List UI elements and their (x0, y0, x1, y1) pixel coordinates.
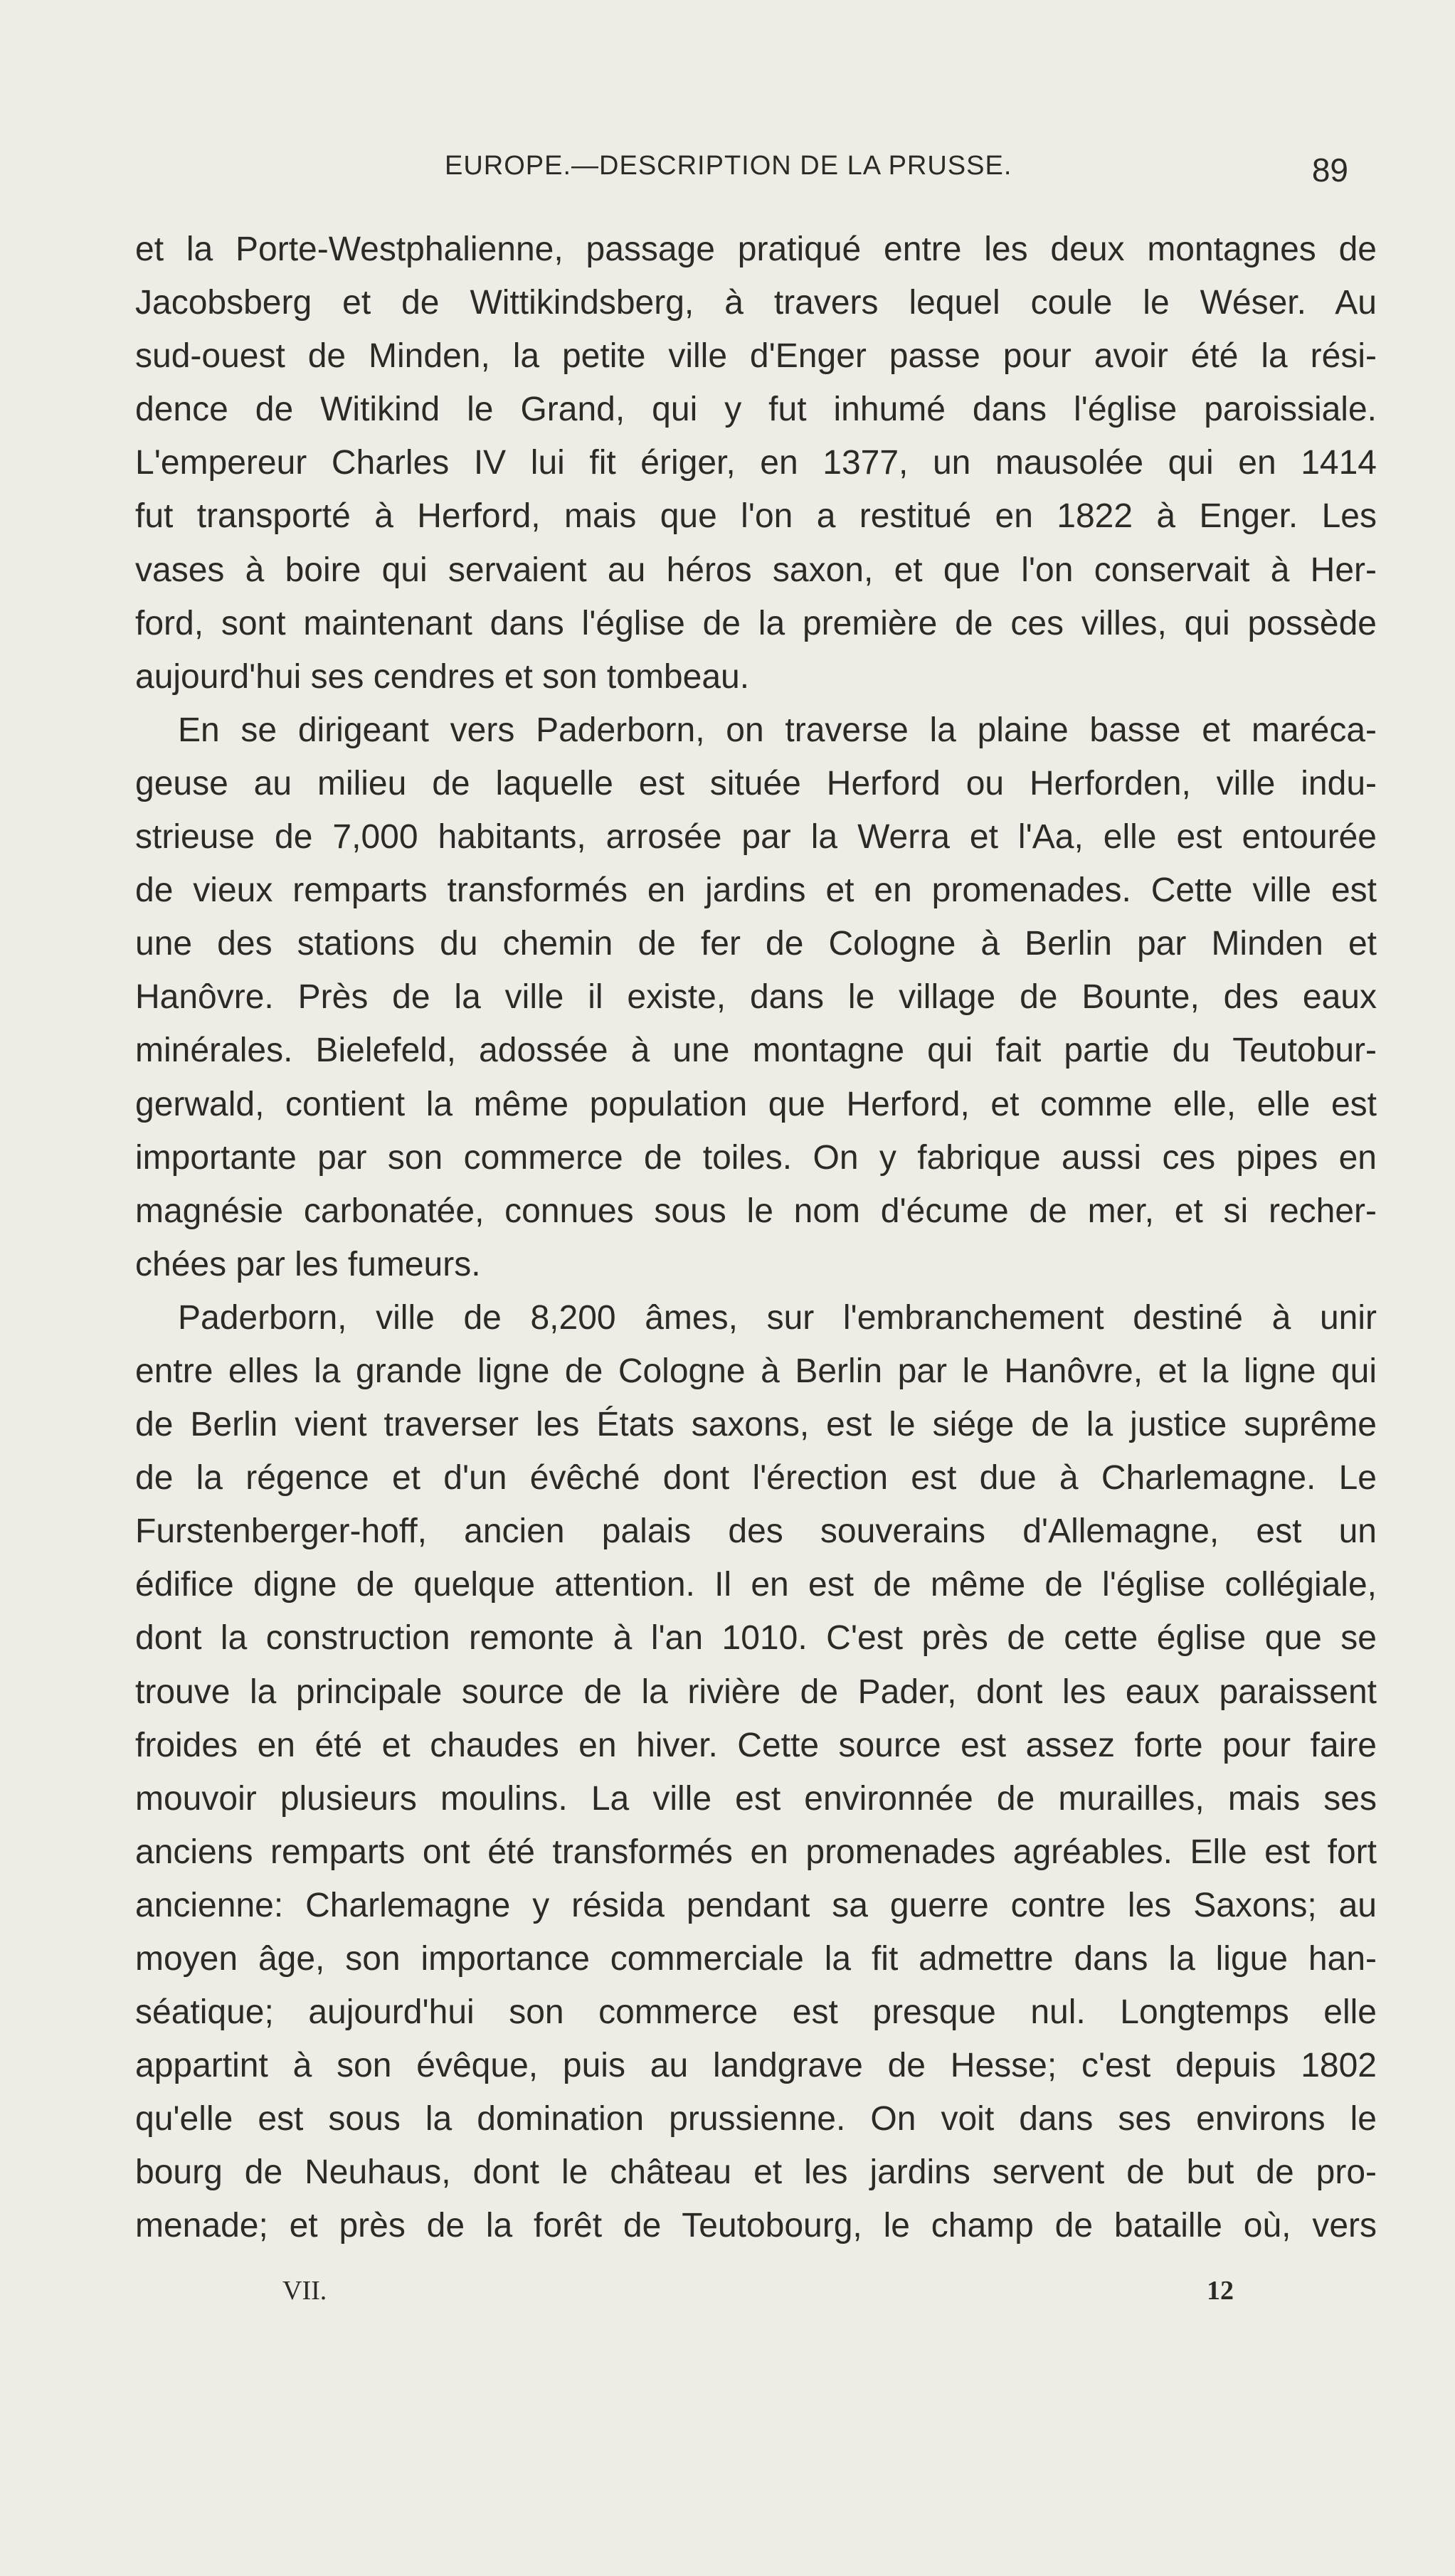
text-line: de Berlin vient traverser les États saxons, est le siége de la justice suprême (135, 1406, 1377, 1444)
page-number: 89 (1311, 152, 1348, 189)
running-head (135, 151, 1359, 194)
text-line: anciens remparts ont été transformés en promenades agréables. Elle est fort (135, 1833, 1377, 1871)
text-line: aujourd'hui ses cendres et son tombeau. (135, 657, 750, 696)
text-line: froides en été et chaudes en hiver. Cette source est assez forte pour faire (135, 1726, 1377, 1764)
text-line: et la Porte-Westphalienne, passage pratiqué entre les deux montagnes de (135, 230, 1377, 268)
text-line: appartint à son évêque, puis au landgrave de Hesse; c'est depuis 1802 (135, 2047, 1377, 2085)
text-line: menade; et près de la forêt de Teutobourg, le champ de bataille où, vers (135, 2207, 1377, 2245)
text-line: dont la construction remonte à l'an 1010. C'est près de cette église que se (135, 1619, 1377, 1658)
text-line: En se dirigeant vers Paderborn, on traverse la plaine basse et maréca- (178, 711, 1377, 749)
text-line: vases à boire qui servaient au héros saxon, et que l'on conservait à Her- (135, 551, 1377, 589)
text-line: gerwald, contient la même population que Herford, et comme elle, elle est (135, 1085, 1377, 1123)
text-line: qu'elle est sous la domination prussienne. On voit dans ses environs le (135, 2100, 1377, 2138)
text-line: de la régence et d'un évêché dont l'érection est due à Charlemagne. Le (135, 1459, 1377, 1498)
text-line: séatique; aujourd'hui son commerce est presque nul. Longtemps elle (135, 1993, 1377, 2032)
text-line: L'empereur Charles IV lui fit ériger, en 1377, un mausolée qui en 1414 (135, 444, 1377, 482)
text-line: fut transporté à Herford, mais que l'on a restitué en 1822 à Enger. Les (135, 497, 1377, 536)
text-line: dence de Witikind le Grand, qui y fut inhumé dans l'église paroissiale. (135, 391, 1377, 429)
text-line: magnésie carbonatée, connues sous le nom d'écume de mer, et si recher- (135, 1192, 1377, 1230)
text-line: Hanôvre. Près de la ville il existe, dans le village de Bounte, des eaux (135, 978, 1377, 1017)
text-line: minérales. Bielefeld, adossée à une montagne qui fait partie du Teutobur- (135, 1032, 1377, 1070)
running-title: EUROPE.—DESCRIPTION DE LA PRUSSE. (445, 151, 1012, 181)
text-line: chées par les fumeurs. (135, 1245, 481, 1283)
text-line: Jacobsberg et de Wittikindsberg, à travers lequel coule le Wéser. Au (135, 284, 1377, 322)
text-line: moyen âge, son importance commerciale la fit admettre dans la ligue han- (135, 1940, 1377, 1978)
text-line: édifice digne de quelque attention. Il en est de même de l'église collégiale, (135, 1566, 1377, 1604)
text-line: geuse au milieu de laquelle est située Herford ou Herforden, ville indu- (135, 764, 1377, 802)
sheet-signature: 12 (1207, 2276, 1234, 2306)
page-footer (0, 2275, 1455, 2318)
body-text (135, 223, 1377, 2253)
text-line: mouvoir plusieurs moulins. La ville est environnée de murailles, mais ses (135, 1779, 1377, 1818)
text-line: sud-ouest de Minden, la petite ville d'Enger passe pour avoir été la rési- (135, 337, 1377, 376)
text-line: ford, sont maintenant dans l'église de la première de ces villes, qui possède (135, 604, 1377, 642)
text-line: strieuse de 7,000 habitants, arrosée par la Werra et l'Aa, elle est entourée (135, 818, 1377, 857)
text-line: ancienne: Charlemagne y résida pendant sa guerre contre les Saxons; au (135, 1886, 1377, 1924)
text-line: Paderborn, ville de 8,200 âmes, sur l'embranchement destiné à unir (178, 1298, 1377, 1337)
volume-signature: VII. (282, 2276, 327, 2306)
text-line: importante par son commerce de toiles. On y fabrique aussi ces pipes en (135, 1138, 1377, 1177)
text-line: bourg de Neuhaus, dont le château et les jardins servent de but de pro- (135, 2153, 1377, 2192)
text-line: entre elles la grande ligne de Cologne à Berlin par le Hanôvre, et la ligne qui (135, 1352, 1377, 1390)
text-line: Furstenberger-hoff, ancien palais des souverains d'Allemagne, est un (135, 1512, 1377, 1551)
text-line: de vieux remparts transformés en jardins et en promenades. Cette ville est (135, 871, 1377, 910)
text-line: une des stations du chemin de fer de Cologne à Berlin par Minden et (135, 925, 1377, 963)
text-line: trouve la principale source de la rivière de Pader, dont les eaux paraissent (135, 1673, 1377, 1711)
